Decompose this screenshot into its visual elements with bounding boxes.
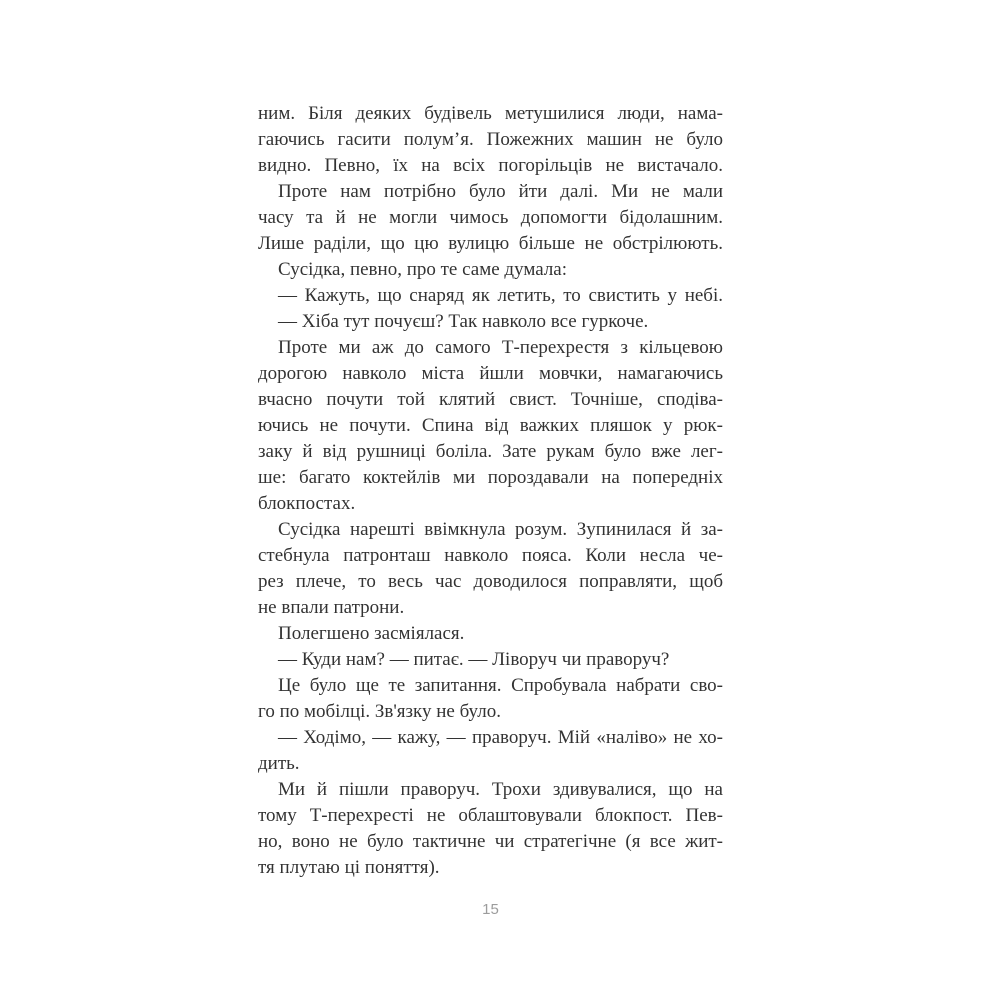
text-line: тому Т-перехресті не облаштовували блокпост. Пев- bbox=[258, 805, 723, 826]
text-line: Проте ми аж до самого Т-перехрестя з кільцевою bbox=[278, 337, 723, 358]
text-line: Лише раділи, що цю вулицю більше не обстрілюють. bbox=[258, 233, 723, 254]
text-line: видно. Певно, їх на всіх погорільців не вистачало. bbox=[258, 155, 723, 176]
text-line: — Кажуть, що снаряд як летить, то свистить у небі. bbox=[278, 285, 723, 306]
text-line: заку й від рушниці боліла. Зате рукам було вже лег- bbox=[258, 441, 723, 462]
text-line: Сусідка нарешті ввімкнула розум. Зупинилася й за- bbox=[278, 519, 723, 540]
text-line: го по мобілці. Зв'язку не було. bbox=[258, 701, 501, 722]
text-line: вчасно почути той клятий свист. Точніше, сподіва- bbox=[258, 389, 723, 410]
text-line: дить. bbox=[258, 753, 300, 774]
text-line: но, воно не було тактичне чи стратегічне (я все жит- bbox=[258, 831, 723, 852]
text-line: гаючись гасити полум’я. Пожежних машин не було bbox=[258, 129, 723, 150]
text-line: Полегшено засміялася. bbox=[278, 623, 465, 644]
text-line: стебнула патронташ навколо пояса. Коли несла че- bbox=[258, 545, 723, 566]
text-line: — Куди нам? — питає. — Ліворуч чи праворуч? bbox=[278, 649, 670, 670]
text-line: — Ходімо, — кажу, — праворуч. Мій «наліво» не хо- bbox=[278, 727, 723, 748]
text-line: — Хіба тут почуєш? Так навколо все гуркоче. bbox=[278, 311, 649, 332]
text-line: часу та й не могли чимось допомогти бідолашним. bbox=[258, 207, 723, 228]
text-line: ше: багато коктейлів ми пороздавали на попередніх bbox=[258, 467, 723, 488]
page-number: 15 bbox=[482, 901, 499, 918]
text-line: Проте нам потрібно було йти далі. Ми не мали bbox=[278, 181, 723, 202]
text-line: ючись не почути. Спина від важких пляшок у рюк- bbox=[258, 415, 723, 436]
text-line: рез плече, то весь час доводилося поправляти, щоб bbox=[258, 571, 723, 592]
text-line: блокпостах. bbox=[258, 493, 356, 514]
text-line: ним. Біля деяких будівель метушилися люди, нама- bbox=[258, 103, 723, 124]
text-line: Сусідка, певно, про те саме думала: bbox=[278, 259, 568, 280]
text-line: тя плутаю ці поняття). bbox=[258, 857, 440, 878]
text-line: Це було ще те запитання. Спробувала набрати сво- bbox=[278, 675, 723, 696]
text-line: дорогою навколо міста йшли мовчки, намагаючись bbox=[258, 363, 723, 384]
text-line: не впали патрони. bbox=[258, 597, 405, 618]
text-line: Ми й пішли праворуч. Трохи здивувалися, що на bbox=[278, 779, 723, 800]
page-text-block bbox=[258, 101, 723, 881]
